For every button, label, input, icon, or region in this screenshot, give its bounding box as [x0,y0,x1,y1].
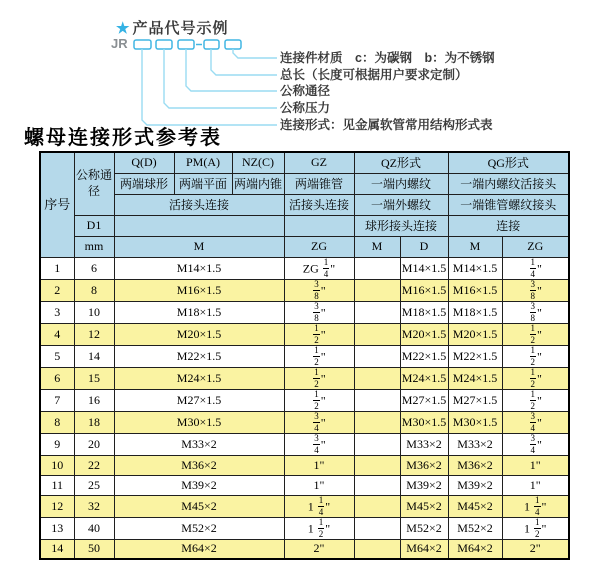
cell-gz-zg: $\frac{1}{2}$ " [284,323,354,345]
cell-qg-zg: 1 $\frac{1}{2}$ " [502,517,569,539]
header-m-main: M [114,236,284,257]
header-gz-sub: 两端锥管 [284,173,354,194]
label-connection-form: 连接形式：见金属软管常用结构形式表 [280,118,493,132]
cell-gz-zg: $\frac{3}{8}$ " [284,279,354,301]
cell-qz-d: M39×2 [400,475,448,495]
cell-qz-m [354,411,400,433]
cell-m: M39×2 [114,475,284,495]
header-q: Q(D) [114,152,174,173]
cell-m: M14×1.5 [114,257,284,279]
cell-mm: 40 [74,517,114,539]
cell-qg-m: M22×1.5 [448,345,502,367]
fraction: $\frac{1}{2}$ [530,345,536,367]
header-qg-taper-thread: 一端锥管螺纹接头 [448,194,569,215]
connector-line [142,49,277,125]
cell-qz-d: M27×1.5 [400,389,448,411]
cell-qz-d: M52×2 [400,517,448,539]
cell-gz-zg: $\frac{3}{4}$ " [284,433,354,455]
cell-gz-zg: 1 $\frac{1}{2}$ " [284,517,354,539]
cell-gz-zg: ZG $\frac{1}{4}$ " [284,257,354,279]
cell-qg-zg: $\frac{3}{4}$ " [502,433,569,455]
cell-gz-zg: 2" [284,539,354,559]
cell-m: M27×1.5 [114,389,284,411]
header-zg-qg: ZG [502,236,569,257]
cell-qg-m: M27×1.5 [448,389,502,411]
fraction: $\frac{1}{4}$ [318,495,324,517]
star-icon: ★ [116,20,131,37]
code-example-heading [116,17,228,38]
cell-m: M64×2 [114,539,284,559]
cell-seq: 5 [40,345,74,367]
header-m-qz: M [354,236,400,257]
table-row [40,389,569,411]
fraction: $\frac{1}{4}$ [535,495,540,517]
cell-qg-zg: $\frac{1}{2}$ " [502,367,569,389]
cell-qz-d: M14×1.5 [400,257,448,279]
cell-seq: 6 [40,367,74,389]
table-row [40,367,569,389]
cell-qg-m: M24×1.5 [448,367,502,389]
cell-qg-zg: 1" [502,455,569,475]
cell-mm: 22 [74,455,114,475]
cell-qg-zg: $\frac{3}{4}$ " [502,411,569,433]
cell-qz-d: M45×2 [400,495,448,517]
cell-qz-d: M30×1.5 [400,411,448,433]
fraction: $\frac{3}{8}$ [314,301,319,323]
table-row [40,257,569,279]
header-empty-cell [284,215,354,236]
header-qz-ball-connection: 球形接头连接 [354,215,448,236]
cell-seq: 4 [40,323,74,345]
cell-seq: 7 [40,389,74,411]
fraction: $\frac{1}{2}$ [530,367,536,389]
header-mm: mm [74,236,114,257]
fraction: $\frac{3}{4}$ [530,411,536,433]
cell-seq: 13 [40,517,74,539]
header-m-qg: M [448,236,502,257]
header-row-1 [40,152,569,173]
cell-mm: 10 [74,301,114,323]
table-row [40,475,569,495]
header-gz: GZ [284,152,354,173]
fraction: $\frac{1}{2}$ [530,389,536,411]
header-row-3 [40,194,569,215]
connector-line [186,49,277,91]
label-total-length: 总长（长度可根据用户要求定制） [280,68,468,82]
cell-mm: 8 [74,279,114,301]
header-pm: PM(A) [174,152,232,173]
cell-gz-zg: 1" [284,455,354,475]
header-seq: 序号 [40,152,74,257]
cell-qz-m [354,367,400,389]
header-nz-sub: 两端内锥 [232,173,284,194]
cell-gz-zg: $\frac{3}{8}$ " [284,301,354,323]
cell-qg-m: M14×1.5 [448,257,502,279]
fraction: $\frac{1}{2}$ [530,323,536,345]
fraction: $\frac{1}{4}$ [530,257,536,279]
fraction: $\frac{3}{8}$ [530,279,536,301]
cell-gz-zg: $\frac{1}{2}$ " [284,345,354,367]
fraction: $\frac{1}{4}$ [323,257,329,279]
cell-qg-zg: 1" [502,475,569,495]
cell-seq: 2 [40,279,74,301]
cell-qg-zg: $\frac{1}{4}$ " [502,257,569,279]
fraction: $\frac{1}{2}$ [314,345,319,367]
fraction: $\frac{3}{4}$ [314,411,319,433]
label-nominal-pressure: 公称压力 [280,101,331,115]
cell-m: M36×2 [114,455,284,475]
fraction: $\frac{1}{2}$ [314,323,319,345]
cell-seq: 14 [40,539,74,559]
cell-m: M16×1.5 [114,279,284,301]
header-gz-connection: 活接头连接 [284,194,354,215]
cell-qz-d: M22×1.5 [400,345,448,367]
cell-qg-zg: 2" [502,539,569,559]
cell-qz-m [354,301,400,323]
cell-qz-m [354,539,400,559]
table-row [40,495,569,517]
cell-qg-m: M33×2 [448,433,502,455]
header-row-2 [40,173,569,194]
cell-qg-m: M45×2 [448,495,502,517]
fraction: $\frac{1}{2}$ [318,517,324,539]
cell-qg-zg: 1 $\frac{1}{4}$ " [502,495,569,517]
cell-mm: 25 [74,475,114,495]
fraction: $\frac{3}{8}$ [530,301,536,323]
cell-m: M18×1.5 [114,301,284,323]
fraction: $\frac{3}{4}$ [314,433,319,455]
cell-m: M52×2 [114,517,284,539]
cell-seq: 12 [40,495,74,517]
cell-m: M22×1.5 [114,345,284,367]
header-d-qz: D [400,236,448,257]
cell-mm: 15 [74,367,114,389]
connector-lines [142,49,277,125]
cell-seq: 3 [40,301,74,323]
cell-gz-zg: 1 $\frac{1}{4}$ " [284,495,354,517]
cell-qg-zg: $\frac{1}{2}$ " [502,389,569,411]
cell-m: M30×1.5 [114,411,284,433]
code-box [204,40,219,49]
cell-mm: 20 [74,433,114,455]
cell-mm: 18 [74,411,114,433]
fraction: $\frac{3}{4}$ [530,433,536,455]
cell-qz-m [354,455,400,475]
cell-mm: 12 [74,323,114,345]
fraction: $\frac{3}{8}$ [314,279,319,301]
table-title: 螺母连接形式参考表 [24,127,222,149]
header-union-connection: 活接头连接 [114,194,284,215]
label-nominal-diameter: 公称通径 [280,84,331,98]
table-row [40,517,569,539]
fraction: $\frac{1}{2}$ [314,389,319,411]
connector-line [233,49,277,58]
header-qg: QG形式 [448,152,569,173]
header-nz: NZ(C) [232,152,284,173]
cell-qz-m [354,475,400,495]
header-pm-sub: 两端平面 [174,173,232,194]
cell-qg-m: M36×2 [448,455,502,475]
header-empty-cell [114,215,284,236]
code-box [178,40,194,49]
cell-mm: 6 [74,257,114,279]
cell-seq: 8 [40,411,74,433]
code-example-heading-text: 产品代号示例 [132,20,229,37]
cell-qz-m [354,517,400,539]
cell-m: M45×2 [114,495,284,517]
table-row [40,345,569,367]
table-row [40,323,569,345]
header-qz-external-thread: 一端外螺纹 [354,194,448,215]
cell-gz-zg: $\frac{1}{2}$ " [284,389,354,411]
cell-qz-m [354,345,400,367]
cell-qg-m: M20×1.5 [448,323,502,345]
cell-qz-m [354,495,400,517]
cell-seq: 1 [40,257,74,279]
cell-qg-m: M16×1.5 [448,279,502,301]
connector-line [211,49,277,75]
cell-qz-m [354,257,400,279]
cell-qg-m: M39×2 [448,475,502,495]
code-boxes [134,40,241,49]
cell-qg-m: M64×2 [448,539,502,559]
cell-qg-m: M18×1.5 [448,301,502,323]
table-row [40,455,569,475]
header-qg-connection: 连接 [448,215,569,236]
cell-seq: 9 [40,433,74,455]
header-qg-sub: 一端内螺纹活接头 [448,173,569,194]
fraction: $\frac{1}{2}$ [535,517,540,539]
cell-qz-d: M36×2 [400,455,448,475]
cell-seq: 10 [40,455,74,475]
header-qz: QZ形式 [354,152,448,173]
cell-gz-zg: 1" [284,475,354,495]
header-zg-gz: ZG [284,236,354,257]
cell-m: M20×1.5 [114,323,284,345]
code-box [156,40,172,49]
cell-gz-zg: $\frac{3}{4}$ " [284,411,354,433]
cell-qg-m: M30×1.5 [448,411,502,433]
label-material: 连接件材质 c：为碳钢 b：为不锈钢 [280,51,495,65]
cell-qz-m [354,433,400,455]
table-row [40,279,569,301]
cell-m: M24×1.5 [114,367,284,389]
header-nominal-diameter: 公称通径 [74,152,114,215]
cell-qg-m: M52×2 [448,517,502,539]
table-row [40,301,569,323]
table-body [40,257,569,559]
header-qz-sub: 一端内螺纹 [354,173,448,194]
cell-qz-d: M16×1.5 [400,279,448,301]
header-row-5 [40,236,569,257]
cell-qz-d: M18×1.5 [400,301,448,323]
cell-qz-d: M24×1.5 [400,367,448,389]
cell-qz-m [354,323,400,345]
table-row [40,433,569,455]
cell-gz-zg: $\frac{1}{2}$ " [284,367,354,389]
cell-qz-d: M20×1.5 [400,323,448,345]
cell-mm: 32 [74,495,114,517]
cell-mm: 16 [74,389,114,411]
cell-qz-m [354,389,400,411]
header-q-sub: 两端球形 [114,173,174,194]
table-row [40,411,569,433]
cell-seq: 11 [40,475,74,495]
cell-mm: 14 [74,345,114,367]
cell-qg-zg: $\frac{3}{8}$ " [502,301,569,323]
cell-qz-d: M64×2 [400,539,448,559]
cell-m: M33×2 [114,433,284,455]
cell-qg-zg: $\frac{3}{8}$ " [502,279,569,301]
cell-qg-zg: $\frac{1}{2}$ " [502,323,569,345]
cell-mm: 50 [74,539,114,559]
nut-connection-table [39,151,570,560]
fraction: $\frac{1}{2}$ [314,367,319,389]
cell-qg-zg: $\frac{1}{2}$ " [502,345,569,367]
code-prefix: JR [111,36,128,51]
table-row [40,539,569,559]
header-d1: D1 [74,215,114,236]
header-row-4 [40,215,569,236]
code-box [225,40,241,49]
cell-qz-d: M33×2 [400,433,448,455]
cell-qz-m [354,279,400,301]
code-box [134,40,151,49]
